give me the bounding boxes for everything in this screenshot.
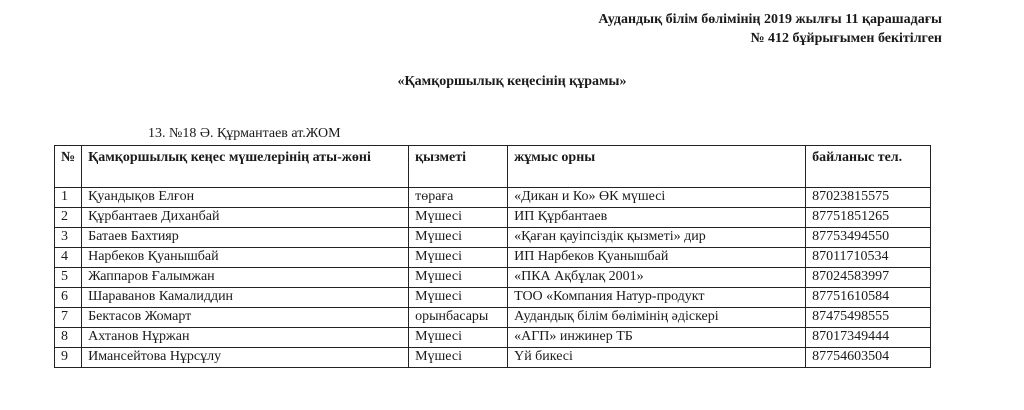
- member-workplace: ТОО «Компания Натур-продукт: [508, 288, 806, 308]
- member-workplace: «ПКА Ақбұлақ 2001»: [508, 268, 806, 288]
- member-phone: 87011710534: [806, 248, 931, 268]
- table-row: [55, 228, 931, 248]
- member-workplace: ИП Нарбеков Қуанышбай: [508, 248, 806, 268]
- table-row: [55, 328, 931, 348]
- header-position: қызметі: [409, 146, 508, 188]
- row-number: 5: [55, 268, 82, 288]
- table-row: [55, 268, 931, 288]
- approval-line-1: Аудандық білім бөлімінің 2019 жылғы 11 қарашадағы: [598, 12, 942, 27]
- table-row: [55, 308, 931, 328]
- member-name: Жаппаров Ғалымжан: [82, 268, 409, 288]
- table-row: [55, 248, 931, 268]
- header-name: Қамқоршылық кеңес мүшелерінің аты-жөні: [82, 146, 409, 188]
- member-name: Имансейтова Нұрсұлу: [82, 348, 409, 368]
- row-number: 6: [55, 288, 82, 308]
- table-row: [55, 188, 931, 208]
- member-phone: 87024583997: [806, 268, 931, 288]
- member-position: Мүшесі: [409, 228, 508, 248]
- member-name: Нарбеков Қуанышбай: [82, 248, 409, 268]
- header-workplace: жұмыс орны: [508, 146, 806, 188]
- member-position: орынбасары: [409, 308, 508, 328]
- table-row: [55, 348, 931, 368]
- member-workplace: Аудандық білім бөлімінің әдіскері: [508, 308, 806, 328]
- member-position: Мүшесі: [409, 208, 508, 228]
- member-name: Бектасов Жомарт: [82, 308, 409, 328]
- header-number: №: [55, 146, 82, 188]
- approval-note: [598, 10, 942, 48]
- member-workplace: «АГП» инжинер ТБ: [508, 328, 806, 348]
- table-body: [55, 188, 931, 368]
- row-number: 4: [55, 248, 82, 268]
- council-members-table: [54, 145, 931, 368]
- row-number: 7: [55, 308, 82, 328]
- member-position: Мүшесі: [409, 268, 508, 288]
- member-phone: 87475498555: [806, 308, 931, 328]
- member-phone: 87754603504: [806, 348, 931, 368]
- row-number: 9: [55, 348, 82, 368]
- approval-line-2: № 412 бұйрығымен бекітілген: [750, 31, 942, 46]
- row-number: 2: [55, 208, 82, 228]
- member-workplace: «Дикан и Ко» ӨК мүшесі: [508, 188, 806, 208]
- member-position: Мүшесі: [409, 288, 508, 308]
- member-phone: 87017349444: [806, 328, 931, 348]
- row-number: 3: [55, 228, 82, 248]
- member-workplace: ИП Құрбантаев: [508, 208, 806, 228]
- table-header-row: [55, 146, 931, 188]
- member-phone: 87753494550: [806, 228, 931, 248]
- member-name: Ахтанов Нұржан: [82, 328, 409, 348]
- member-name: Шараванов Камалиддин: [82, 288, 409, 308]
- member-phone: 87023815575: [806, 188, 931, 208]
- member-position: төраға: [409, 188, 508, 208]
- member-name: Қуандықов Елғон: [82, 188, 409, 208]
- member-name: Батаев Бахтияр: [82, 228, 409, 248]
- row-number: 1: [55, 188, 82, 208]
- table-row: [55, 208, 931, 228]
- row-number: 8: [55, 328, 82, 348]
- member-phone: 87751610584: [806, 288, 931, 308]
- table-row: [55, 288, 931, 308]
- member-workplace: Үй бикесі: [508, 348, 806, 368]
- member-name: Құрбантаев Диханбай: [82, 208, 409, 228]
- member-phone: 87751851265: [806, 208, 931, 228]
- member-position: Мүшесі: [409, 248, 508, 268]
- header-phone: байланыс тел.: [806, 146, 931, 188]
- member-workplace: «Қаған қауіпсіздік қызметі» дир: [508, 228, 806, 248]
- member-position: Мүшесі: [409, 328, 508, 348]
- document-title: «Қамқоршылық кеңесінің құрамы»: [397, 74, 627, 89]
- member-position: Мүшесі: [409, 348, 508, 368]
- school-line: 13. №18 Ә. Құрмантаев ат.ЖОМ: [148, 126, 341, 141]
